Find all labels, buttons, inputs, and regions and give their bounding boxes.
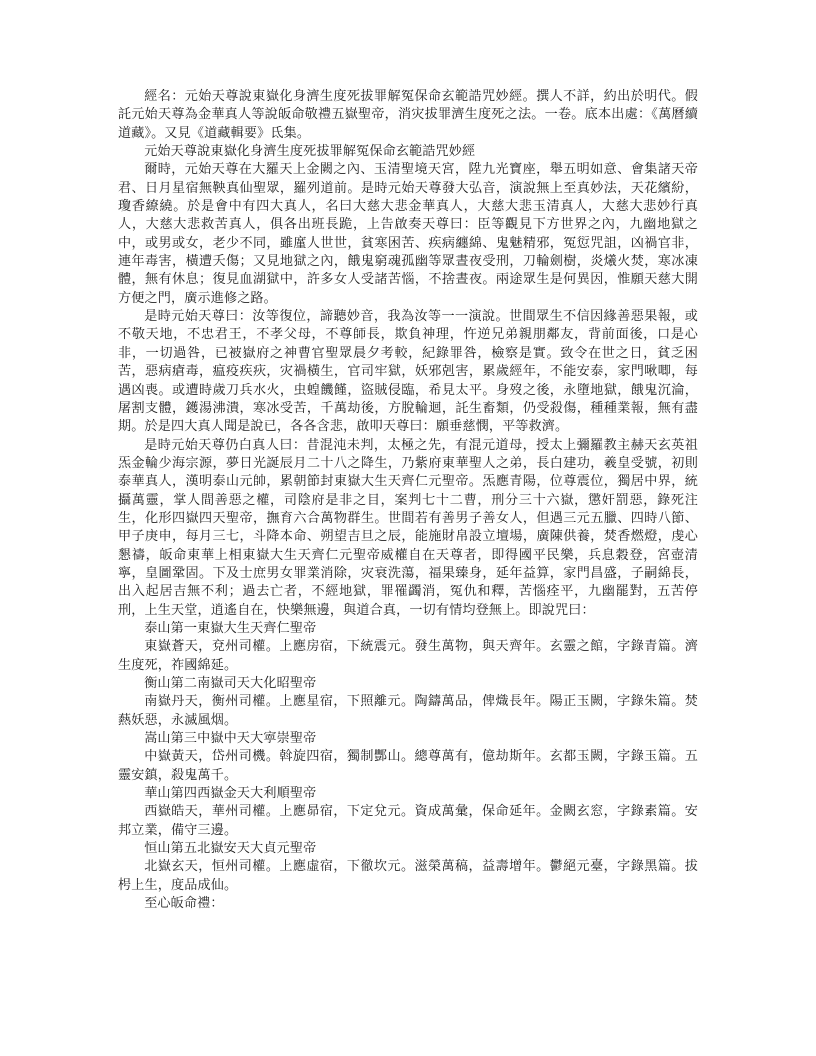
scripture-paragraph-2: 是時元始天尊曰：汝等復位，諦聽妙音，我為汝等一一演說。世間眾生不信因緣善惡果報，或不敬天地，不忠君王，不孝父母，不尊師長，欺負神理，忤逆兄弟親朋鄰友，背前面後，口是心非，一切過咎，已被嶽府之神曹官聖眾晨夕考較，紀錄罪咎，檢察是實。致令在世之日，貧乏困苦，惡病瘡毒，瘟疫疾疢，灾禍橫生，官司牢獄，妖邪剋害，累歲經年，不能安泰，家門啾唧，每遇凶喪。或遭時歲刀兵水火，虫蝗饑饉，盜賊侵臨，希見太平。身歿之後，永墮地獄，餓鬼沉淪，屠割支體，鑊湯沸潰，寒冰受苦，千萬劫後，方脫輪迴，託生畜類，仍受殺傷，種種業報，無有盡期。於是四大真人聞是說已，各各含悲，啟叩天尊曰：願垂慈憫，平等救濟。 bbox=[118, 309, 698, 435]
closing-line: 至心皈命禮： bbox=[144, 896, 224, 912]
deity-section-west bbox=[118, 785, 698, 840]
deity-verse-north: 北嶽玄天，恒州司權。上應虛宿，下徹坎元。滋榮萬稿，益壽增年。鬱絕元臺，字錄黑篇。拔枵上生，度品成仙。 bbox=[118, 859, 698, 893]
deity-section-east bbox=[118, 620, 698, 675]
deity-section-center bbox=[118, 730, 698, 785]
deity-verse-east: 東嶽蒼天，兗州司權。上應房宿，下統震元。發生萬物，與天齊年。玄靈之館，字錄青篇。濟生度死，祚國綿延。 bbox=[118, 639, 698, 673]
document-body bbox=[118, 88, 698, 913]
deity-verse-west: 西嶽皓天，華州司權。上應昴宿，下定兌元。資成萬彙，保命延年。金闕玄窓，字錄素篇。安邦立業，備守三邊。 bbox=[118, 804, 698, 838]
scripture-paragraph-1: 爾時，元始天尊在大羅天上金闕之內、玉清聖境天宮，陞九光寶座，舉五明如意、會集諸天帝君、日月星宿無鞅真仙聖眾，羅列道前。是時元始天尊發大弘音，演說無上至真妙法，天花繽紛，瓊香繚繞。於是會中有四大真人，名曰大慈大悲金華真人，大慈大悲玉清真人，大慈大悲妙行真人，大慈大悲救苦真人，俱各出班長跪，上告啟奏天尊曰：臣等觀見下方世界之內，九幽地獄之中，或男或女，老少不同，雖廑人世世，貧寒困苦、疾病纏綿、鬼魅精邪，冤愆咒詛，凶禍官非，連年毒害，橫遭夭傷；又見地獄之內，餓鬼窮魂孤幽等眾晝夜受刑，刀輪劍樹，炎爔火焚，寒冰凍體，無有休息；復見血湖獄中，許多女人受諸苦惱，不捨晝夜。兩途眾生是何異因，惟願天慈大開方便之門，廣示進修之路。 bbox=[118, 162, 698, 306]
deity-heading-center: 嵩山第三中嶽中天大寕崇聖帝 bbox=[144, 731, 317, 747]
deity-verse-south: 南嶽丹天，衡州司權。上應星宿，下照離元。陶鑄萬品，俾熾長年。陽正玉闕，字錄朱篇。焚爇妖惡，永滅風烟。 bbox=[118, 694, 698, 728]
deity-heading-north: 恒山第五北嶽安天大貞元聖帝 bbox=[144, 841, 317, 857]
deity-verse-center: 中嶽黃天，岱州司機。斡旋四宿，獨制酆山。總尊萬有，億劫斯年。玄都玉闕，字錄玉篇。五靈安鎮，殺鬼萬千。 bbox=[118, 749, 698, 783]
deity-heading-east: 泰山第一東嶽大生天齊仁聖帝 bbox=[144, 620, 317, 636]
deity-heading-west: 華山第四西嶽金天大利順聖帝 bbox=[144, 786, 317, 802]
colophon-paragraph: 經名：元始天尊說東嶽化身濟生度死拔罪解冤保命玄範誥咒妙經。撰人不詳，約出於明代。假託元始天尊為金華真人等說皈命敬禮五嶽聖帝，消灾拔罪濟生度死之法。一卷。底本出處：《萬曆續道藏》。又見《道藏輯要》氐集。 bbox=[118, 89, 698, 141]
scripture-paragraph-3: 是時元始天尊仍白真人曰：昔混沌未判，太極之先，有混元道母，授太上彌羅教主赫天玄英祖炁金輪少海宗源，夢日光誕辰月二十八之降生，乃紫府東華聖人之弟，長白建功，羲皇受號，初則泰華真人，漢明泰山元帥，累朝節封東嶽大生天齊仁元聖帝。炁應青陽，位尊震位，獨居中界，統攝萬靈，掌人間善惡之權，司陰府是非之目，案判七十二曹，刑分三十六嶽，懲奸罰惡，錄死注生，化形四嶽四天聖帝，撫育六合萬物群生。世間若有善男子善女人，但遇三元五臘、四時八節、甲子庚申，每月三七，斗降本命、朔望吉旦之辰，能施財帛設立壇場，廣陳供養，焚香燃燈，虔心懇禱，皈命東華上相東嶽大生天齊仁元聖帝威權自在天尊者，即得國平民樂，兵息穀登，宮壺清寧，皇圖鞏固。下及士庶男女罪業消除，灾衰洗蕩，福果臻身，延年益算，家門昌盛，子嗣綿長，出入起居吉無不利；過去亡者，不經地獄，罪罹蠲消，冤仇和釋，苦惱痊平，九幽罷對，五苦停刑，上生天堂，逍遙自在，快樂無邊，與道合真，一切有情均登無上。即說咒曰： bbox=[118, 437, 698, 618]
deity-section-south bbox=[118, 675, 698, 730]
deity-section-north bbox=[118, 840, 698, 895]
sutra-title-heading: 元始天尊說東嶽化身濟生度死拔罪解冤保命玄範誥咒妙經 bbox=[144, 144, 476, 160]
deity-heading-south: 衡山第二南嶽司天大化昭聖帝 bbox=[144, 676, 317, 691]
